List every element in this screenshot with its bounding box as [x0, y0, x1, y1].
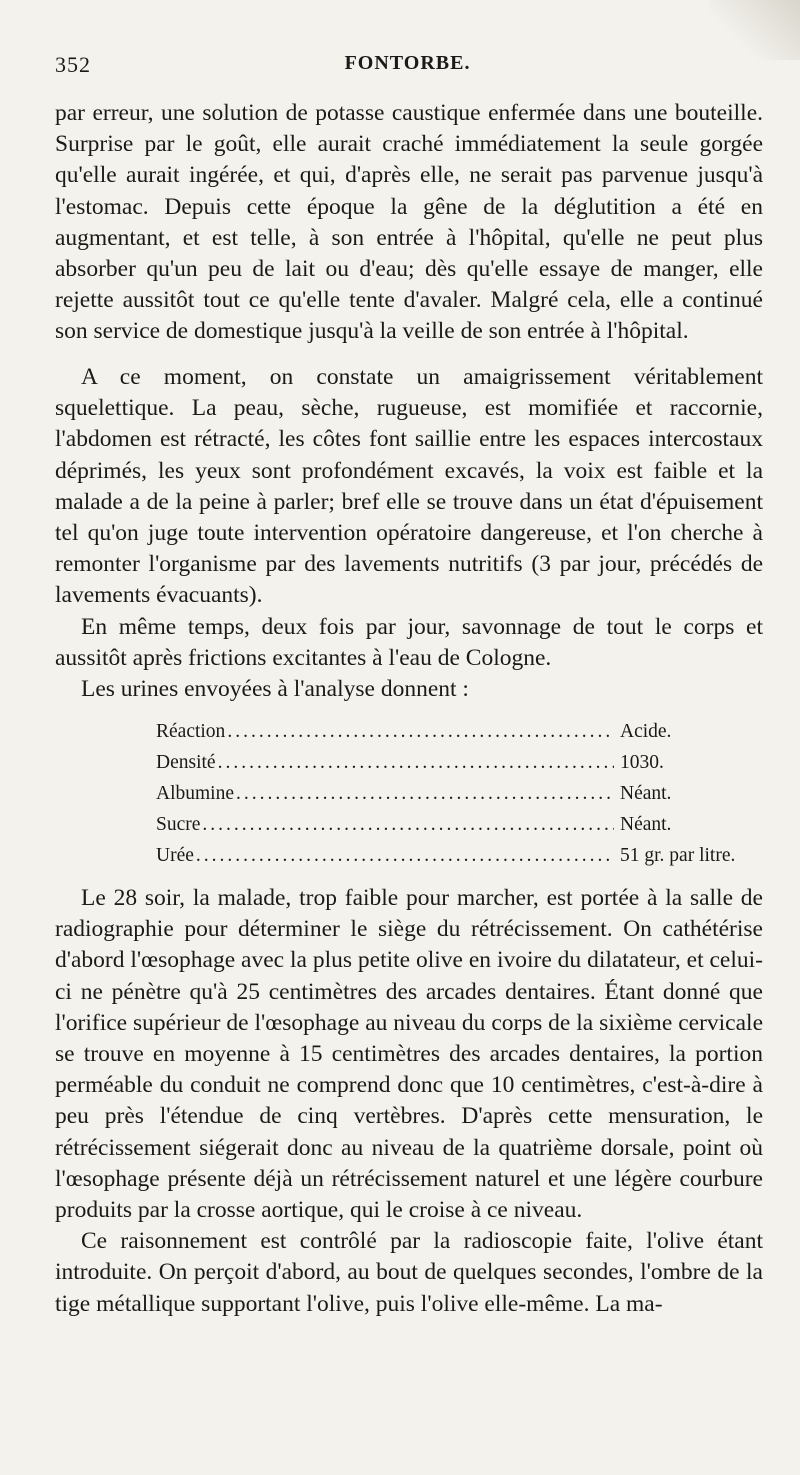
row-label: Sucre	[156, 814, 201, 835]
paragraph: Ce raisonnement est contrôlé par la radioscopie faite, l'olive étant introduite. On perçoit d'abord, au bout de quelques secondes, l'ombre de la tige métallique supportant l'olive, puis l'olive elle-même. La ma-	[55, 1228, 763, 1317]
paragraph: En même temps, deux fois par jour, savonnage de tout le corps et aussitôt après frictions excitantes à l'eau de Cologne.	[55, 613, 763, 671]
paragraph: Les urines envoyées à l'analyse donnent :	[81, 676, 469, 703]
row-label: Réaction	[156, 721, 226, 742]
table-row	[156, 778, 760, 809]
paragraph: Le 28 soir, la malade, trop faible pour marcher, est portée à la salle de radiographie pour déterminer le siège du rétrécissement. On cathétérise d'abord l'œsophage avec la plus petite olive en ivoire du dilatateur, et celui-ci ne pénètre qu'à 25 centimètres des arcades dentaires. Étant donné que l'orifice supérieur de l'œsophage au niveau du corps de la sixième cervicale se trouve en moyenne à 15 centimètres des arcades dentaires, la portion perméable du conduit ne comprend donc que 10 centimètres, c'est-à-dire à peu près l'étendue de cinq vertèbres. D'après cette mensuration, le rétrécissement siégerait donc au niveau de la quatrième dorsale, point où l'œsophage présente déjà un rétrécissement naturel et une légère courbure produits par la crosse aortique, qui le croise à ce niveau.	[55, 885, 763, 1224]
paragraph: par erreur, une solution de potasse caustique enfermée dans une bouteille. Surprise par le goût, elle aurait craché immédiatement la seule gorgée qu'elle aurait ingérée, et qui, d'après elle, ne serait pas parvenue jusqu'à l'estomac. Depuis cette époque la gêne de la déglutition a été en augmentant, et est telle, à son entrée à l'hôpital, qu'elle ne peut plus absorber qu'un peu de lait ou d'eau; dès qu'elle essaye de manger, elle rejette aussitôt tout ce qu'elle tente d'avaler. Malgré cela, elle a continué son service de domestique jusqu'à la veille de son entrée à l'hôpital.	[55, 100, 763, 345]
page-header	[55, 52, 760, 88]
leader-dots	[196, 840, 614, 871]
table-row	[156, 809, 760, 840]
leader-dots	[218, 747, 614, 778]
body-text-middle	[55, 362, 763, 705]
row-label: Densité	[156, 752, 216, 773]
body-text-bottom	[55, 883, 763, 1320]
row-label: Albumine	[156, 783, 234, 804]
running-head: FONTORBE.	[344, 52, 471, 74]
row-value: Néant.	[620, 814, 672, 835]
row-label: Urée	[156, 845, 194, 866]
leader-dots	[227, 716, 614, 747]
table-row	[156, 716, 760, 747]
table-row	[156, 747, 760, 778]
row-value: Néant.	[620, 783, 672, 804]
body-text-top	[55, 98, 763, 348]
row-value: 1030.	[620, 752, 664, 773]
page-number: 352	[55, 52, 91, 77]
row-value: Acide.	[620, 721, 672, 742]
leader-dots	[202, 809, 614, 840]
urine-analysis-table	[156, 716, 760, 871]
paragraph: A ce moment, on constate un amaigrissement véritablement squelettique. La peau, sèche, rugueuse, est momifiée et raccornie, l'abdomen est rétracté, les côtes font saillie entre les espaces intercostaux déprimés, les yeux sont profondément excavés, la voix est faible et la malade a de la peine à parler; bref elle se trouve dans un état d'épuisement tel qu'on juge toute intervention opératoire dangereuse, et l'on cherche à remonter l'organisme par des lavements nutritifs (3 par jour, précédés de lavements évacuants).	[55, 364, 763, 609]
table-row	[156, 840, 760, 871]
row-value: 51 gr. par litre.	[620, 845, 736, 866]
page-corner-shadow	[710, 0, 800, 60]
leader-dots	[236, 778, 614, 809]
